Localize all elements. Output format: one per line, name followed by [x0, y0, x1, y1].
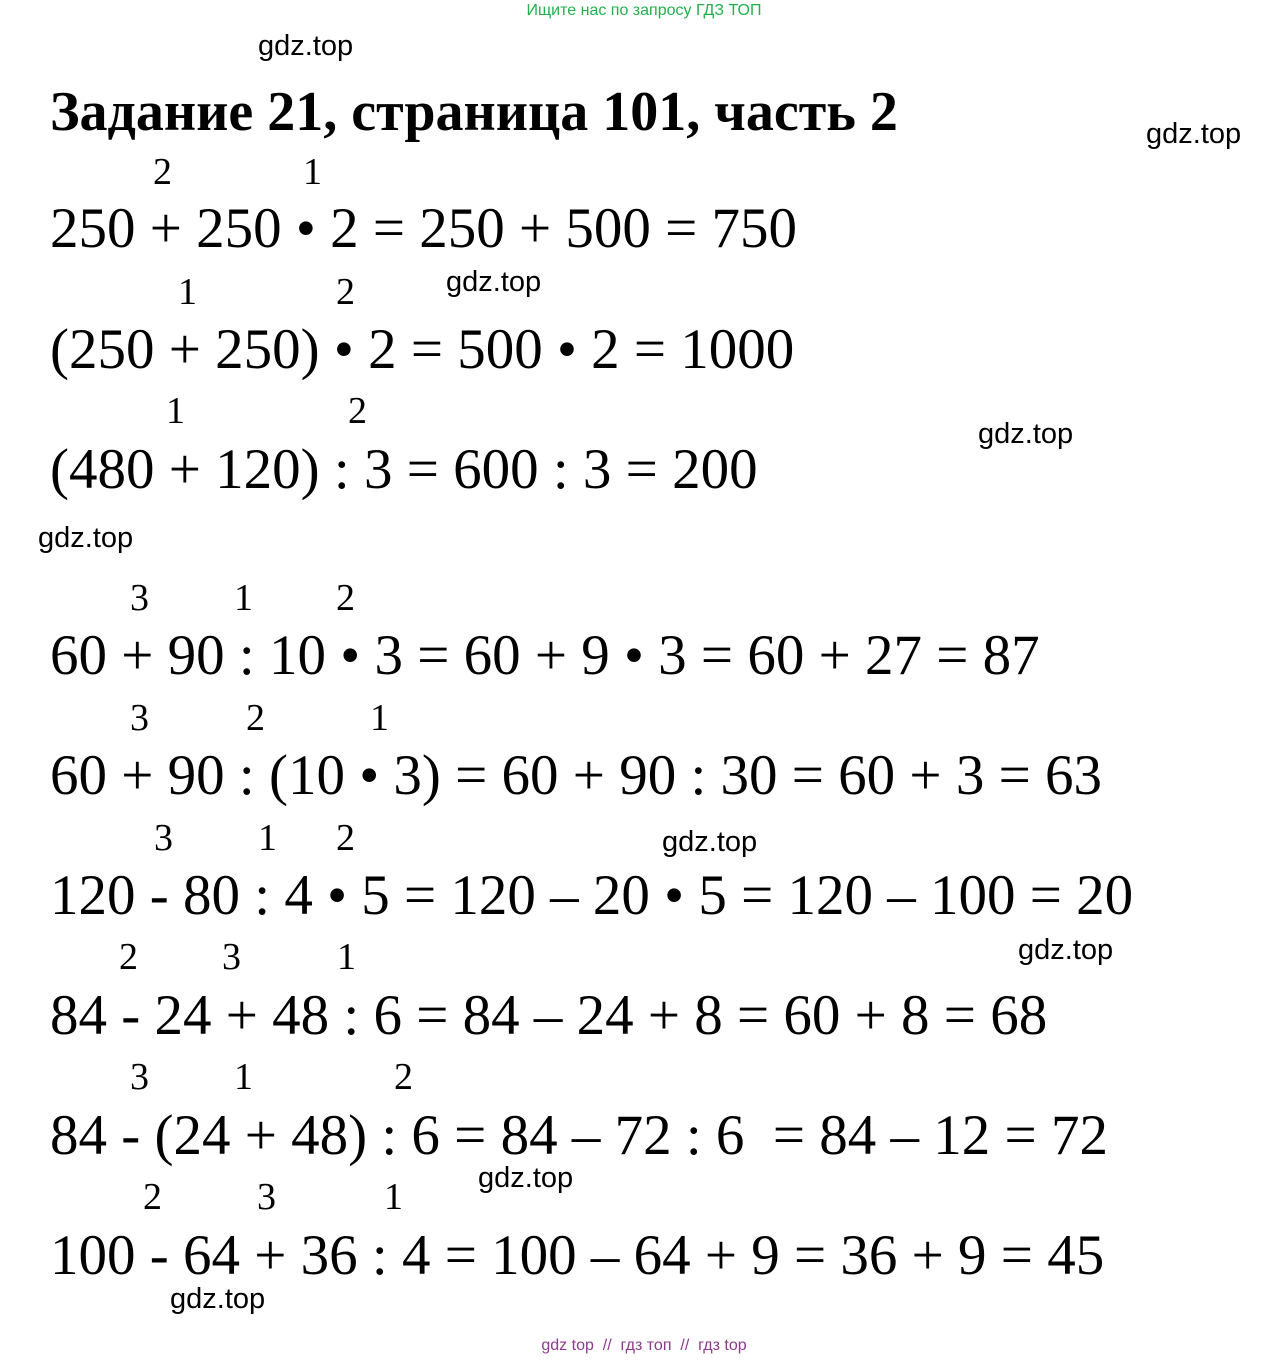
watermark: gdz.top: [978, 418, 1074, 450]
equation-line: 250 + 250 • 2 = 250 + 500 = 750: [50, 197, 798, 260]
operation-order-number: 3: [130, 1056, 149, 1098]
operation-order-number: 1: [178, 271, 197, 313]
operation-order-number: 3: [130, 577, 149, 619]
operation-order-number: 1: [303, 151, 322, 193]
equation-line: 84 - (24 + 48) : 6 = 84 – 72 : 6 = 84 – 12 = 72: [50, 1104, 1108, 1167]
watermark: gdz.top: [446, 266, 542, 298]
operation-order-number: 2: [348, 390, 367, 432]
equation-line: (250 + 250) • 2 = 500 • 2 = 1000: [50, 318, 795, 381]
operation-order-number: 1: [258, 817, 277, 859]
watermark: gdz.top: [258, 30, 354, 62]
operation-order-number: 1: [166, 390, 185, 432]
operation-order-number: 3: [130, 697, 149, 739]
operation-order-number: 2: [336, 577, 355, 619]
operation-order-number: 1: [384, 1176, 403, 1218]
operation-order-number: 3: [257, 1176, 276, 1218]
page-title: Задание 21, страница 101, часть 2: [50, 81, 898, 143]
equation-line: 60 + 90 : (10 • 3) = 60 + 90 : 30 = 60 + 3 = 63: [50, 744, 1102, 807]
equation-line: 60 + 90 : 10 • 3 = 60 + 9 • 3 = 60 + 27 = 87: [50, 624, 1040, 687]
equation-line: 120 - 80 : 4 • 5 = 120 – 20 • 5 = 120 – 100 = 20: [50, 864, 1134, 927]
watermark: gdz.top: [1146, 118, 1242, 150]
operation-order-number: 1: [370, 697, 389, 739]
watermark: gdz.top: [170, 1283, 266, 1315]
equation-line: 100 - 64 + 36 : 4 = 100 – 64 + 9 = 36 + 9 = 45: [50, 1224, 1105, 1287]
operation-order-number: 1: [234, 577, 253, 619]
equation-line: (480 + 120) : 3 = 600 : 3 = 200: [50, 438, 758, 501]
header-banner: Ищите нас по запросу ГДЗ ТОП: [526, 2, 762, 19]
operation-order-number: 2: [143, 1176, 162, 1218]
watermark: gdz.top: [1018, 934, 1114, 966]
operation-order-number: 2: [336, 817, 355, 859]
footer-caption: gdz top // гдз топ // гдз top: [541, 1337, 747, 1354]
operation-order-number: 2: [153, 151, 172, 193]
operation-order-number: 2: [246, 697, 265, 739]
operation-order-number: 2: [394, 1056, 413, 1098]
operation-order-number: 3: [154, 817, 173, 859]
watermark: gdz.top: [478, 1162, 574, 1194]
watermark: gdz.top: [662, 826, 758, 858]
operation-order-number: 2: [119, 936, 138, 978]
operation-order-number: 1: [337, 936, 356, 978]
watermark: gdz.top: [38, 522, 134, 554]
equation-line: 84 - 24 + 48 : 6 = 84 – 24 + 8 = 60 + 8 = 68: [50, 984, 1048, 1047]
operation-order-number: 1: [234, 1056, 253, 1098]
operation-order-number: 2: [336, 271, 355, 313]
operation-order-number: 3: [222, 936, 241, 978]
